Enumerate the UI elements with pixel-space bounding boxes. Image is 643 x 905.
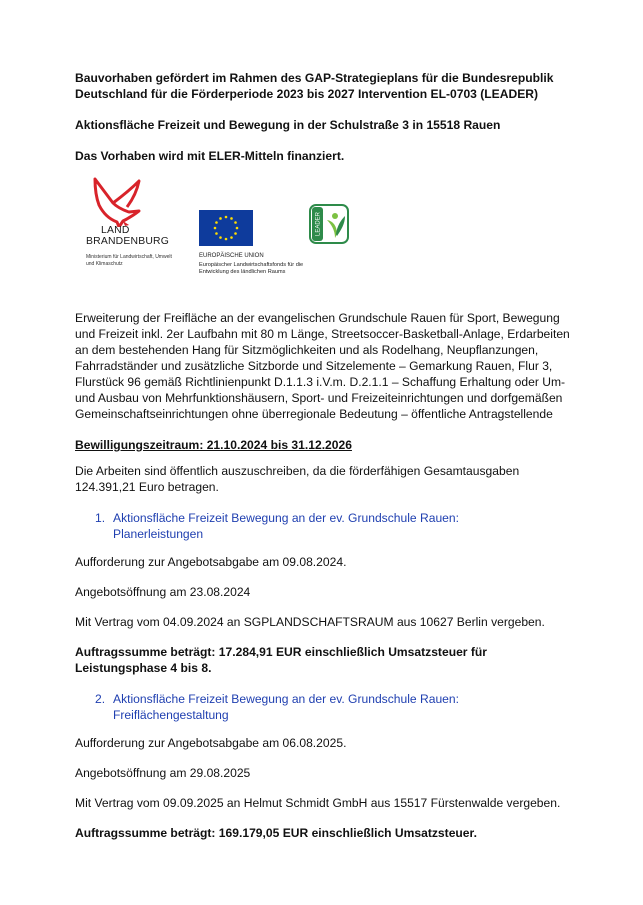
lot-title-link[interactable]: Aktionsfläche Freizeit Bewegung an der ev. Grundschule Rauen: Freiflächengestaltung <box>113 692 459 722</box>
eu-star-icon <box>230 236 233 239</box>
document-page <box>75 70 575 841</box>
eu-fund-name: Europäischer Landwirtschaftsfonds für die Entwicklung des ländlichen Raums <box>199 262 304 275</box>
heading-intro: Bauvorhaben gefördert im Rahmen des GAP-Strategieplans für die Bundesrepublik Deutschland für die Förderperiode 2023 bis 2027 Intervention EL-0703 (LEADER) <box>75 71 554 101</box>
list-item <box>75 510 575 542</box>
lot-opening: Angebotsöffnung am 29.08.2025 <box>75 766 251 780</box>
lot-sum: Auftragssumme beträgt: 169.179,05 EUR einschließlich Umsatzsteuer. <box>75 826 477 840</box>
brandenburg-wordmark: LAND BRANDENBURG <box>86 225 170 247</box>
lot-opening: Angebotsöffnung am 23.08.2024 <box>75 585 251 599</box>
lot-sum: Auftragssumme beträgt: 17.284,91 EUR einschließlich Umsatzsteuer für Leistungsphase 4 bis 8. <box>75 645 487 675</box>
eu-star-icon <box>234 221 237 224</box>
list-number: 1. <box>95 511 106 525</box>
project-description: Erweiterung der Freifläche an der evangelischen Grundschule Rauen für Sport, Bewegung und Freizeit inkl. 2er Laufbahn mit 80 m Länge, Streetsoccer-Basketball-Anlage, Erdarbeiten an dem bestehenden Hang für Sitzmöglichkeiten und als Rodelhang, Neupflanzungen, Fahrradständer und zusätzliche Sitzborde und Sitzelemente – Gemarkung Rauen, Flur 3, Flurstück 96 gemäß Richtlinienpunkt D.1.1.3 i.V.m. D.2.1.1 – Schaffung Erhaltung oder Um- und Ausbau von Mehrfunktionshäusern, Sport- und Freizeiteinrichtungen und dorfgemäßen Gemeinschaftseinrichtungen ohne überregionale Bedeutung – öffentliche Antragstellende <box>75 311 570 421</box>
heading-site: Aktionsfläche Freizeit und Bewegung in der Schulstraße 3 in 15518 Rauen <box>75 118 501 132</box>
eu-star-icon <box>215 232 218 235</box>
eu-flag-icon <box>199 210 253 246</box>
lot-invitation: Aufforderung zur Angebotsabgabe am 06.08.2025. <box>75 736 347 750</box>
lot-award: Mit Vertrag vom 09.09.2025 an Helmut Schmidt GmbH aus 15517 Fürstenwalde vergeben. <box>75 796 561 810</box>
lot-title-link[interactable]: Aktionsfläche Freizeit Bewegung an der ev. Grundschule Rauen: Planerleistungen <box>113 511 459 541</box>
eu-star-icon <box>234 232 237 235</box>
ministry-name: Ministerium für Landwirtschaft, Umwelt und Klimaschutz <box>86 254 172 267</box>
eu-star-icon <box>225 216 228 219</box>
list-number: 2. <box>95 692 106 706</box>
heading-funding: Das Vorhaben wird mit ELER-Mitteln finanziert. <box>75 149 345 163</box>
approval-period: Bewilligungszeitraum: 21.10.2024 bis 31.12.2026 <box>75 438 352 452</box>
eu-star-icon <box>230 217 233 220</box>
svg-text:LEADER: LEADER <box>315 211 322 237</box>
leader-logo-icon <box>309 204 349 244</box>
funding-logos <box>75 177 575 287</box>
lot-award: Mit Vertrag vom 04.09.2024 an SGPLANDSCHAFTSRAUM aus 10627 Berlin vergeben. <box>75 615 545 629</box>
eu-star-icon <box>219 236 222 239</box>
lot-invitation: Aufforderung zur Angebotsabgabe am 09.08.2024. <box>75 555 347 569</box>
eu-star-icon <box>219 217 222 220</box>
brandenburg-logo <box>79 177 172 267</box>
list-item <box>75 691 575 723</box>
eu-star-icon <box>236 227 239 230</box>
red-eagle-icon <box>79 177 159 227</box>
eu-title: EUROPÄISCHE UNION <box>199 253 264 259</box>
eu-star-icon <box>214 227 217 230</box>
eu-star-icon <box>225 238 228 241</box>
tender-note: Die Arbeiten sind öffentlich auszuschreiben, da die förderfähigen Gesamtausgaben 124.391,21 Euro betragen. <box>75 464 520 494</box>
eu-star-icon <box>215 221 218 224</box>
